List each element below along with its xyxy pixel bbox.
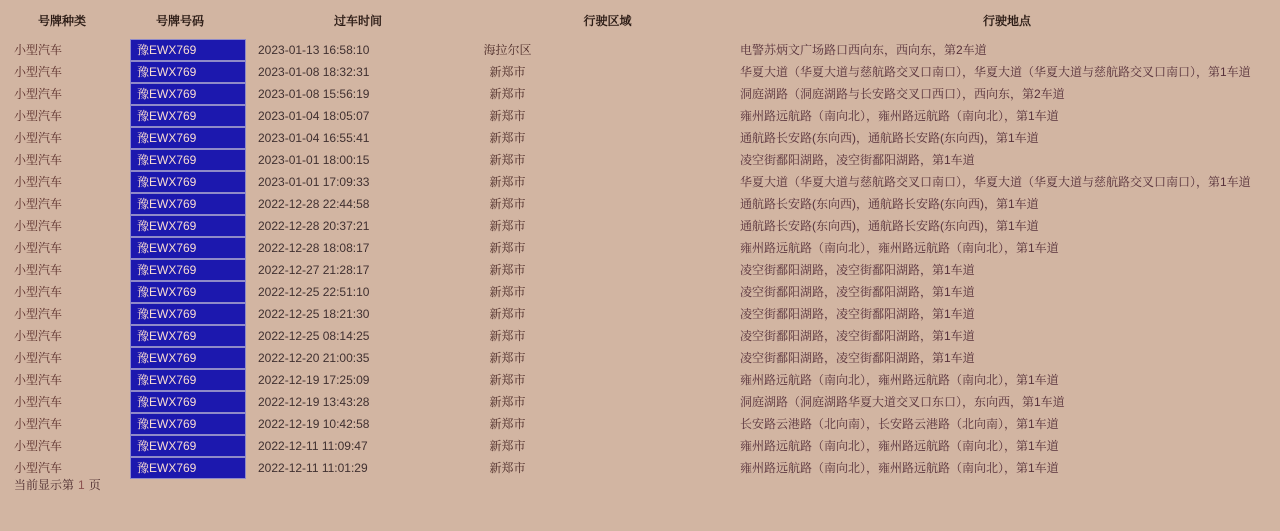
plate-number-cell: 豫EWX769: [130, 435, 246, 457]
table-row: [0, 39, 1280, 61]
pass-time-cell: 2022-12-28 20:37:21: [258, 219, 370, 233]
plate-type-cell: 小型汽车: [14, 285, 63, 299]
plate-number-cell: 豫EWX769: [130, 171, 246, 193]
table-row: [0, 413, 1280, 435]
driving-region-cell: 新郑市: [489, 153, 526, 167]
plate-number-cell: 豫EWX769: [130, 259, 246, 281]
table-body: [0, 39, 1280, 479]
plate-type-cell: 小型汽车: [14, 87, 63, 101]
pass-time-cell: 2022-12-28 22:44:58: [258, 197, 370, 211]
driving-region-cell: 新郑市: [489, 285, 526, 299]
plate-type-cell: 小型汽车: [14, 417, 63, 431]
table-row: [0, 325, 1280, 347]
plate-number-cell: 豫EWX769: [130, 215, 246, 237]
driving-location-cell: 凌空街鄱阳湖路，凌空街鄱阳湖路，第1车道: [740, 285, 975, 299]
pass-time-cell: 2023-01-04 16:55:41: [258, 131, 370, 145]
pass-time-cell: 2022-12-28 18:08:17: [258, 241, 370, 255]
driving-region-cell: 新郑市: [489, 219, 526, 233]
plate-type-cell: 小型汽车: [14, 219, 63, 233]
plate-type-cell: 小型汽车: [14, 439, 63, 453]
plate-type-cell: 小型汽车: [14, 197, 63, 211]
driving-location-cell: 通航路长安路(东向西)，通航路长安路(东向西)，第1车道: [740, 219, 1039, 233]
table-row: [0, 369, 1280, 391]
driving-region-cell: 新郑市: [489, 263, 526, 277]
plate-type-cell: 小型汽车: [14, 307, 63, 321]
pass-time-cell: 2022-12-19 10:42:58: [258, 417, 370, 431]
plate-type-cell: 小型汽车: [14, 65, 63, 79]
driving-region-cell: 新郑市: [489, 175, 526, 189]
table-row: [0, 171, 1280, 193]
plate-type-cell: 小型汽车: [14, 153, 63, 167]
pagination-suffix: 页: [88, 478, 101, 492]
driving-location-cell: 洞庭湖路（洞庭湖路与长安路交叉口西口），西向东，第2车道: [740, 87, 1065, 101]
driving-location-cell: 华夏大道（华夏大道与慈航路交叉口南口），华夏大道（华夏大道与慈航路交叉口南口），第1车道: [740, 175, 1251, 189]
plate-type-cell: 小型汽车: [14, 351, 63, 365]
driving-location-cell: 雍州路远航路（南向北），雍州路远航路（南向北），第1车道: [740, 461, 1059, 475]
table-row: [0, 303, 1280, 325]
table-row: [0, 391, 1280, 413]
plate-number-cell: 豫EWX769: [130, 127, 246, 149]
plate-type-cell: 小型汽车: [14, 241, 63, 255]
table-row: [0, 259, 1280, 281]
table-row: [0, 105, 1280, 127]
driving-region-cell: 新郑市: [489, 373, 526, 387]
plate-number-cell: 豫EWX769: [130, 193, 246, 215]
plate-number-cell: 豫EWX769: [130, 281, 246, 303]
plate-number-cell: 豫EWX769: [130, 39, 246, 61]
driving-region-cell: 新郑市: [489, 307, 526, 321]
driving-location-cell: 华夏大道（华夏大道与慈航路交叉口南口），华夏大道（华夏大道与慈航路交叉口南口），第1车道: [740, 65, 1251, 79]
pass-time-cell: 2022-12-19 13:43:28: [258, 395, 370, 409]
driving-location-cell: 凌空街鄱阳湖路，凌空街鄱阳湖路，第1车道: [740, 351, 975, 365]
plate-number-cell: 豫EWX769: [130, 369, 246, 391]
pagination-prefix: 当前显示第: [14, 478, 75, 492]
driving-location-cell: 雍州路远航路（南向北），雍州路远航路（南向北），第1车道: [740, 241, 1059, 255]
driving-region-cell: 新郑市: [489, 65, 526, 79]
page-number: 1: [78, 478, 85, 492]
driving-location-cell: 凌空街鄱阳湖路，凌空街鄱阳湖路，第1车道: [740, 263, 975, 277]
driving-location-cell: 雍州路远航路（南向北），雍州路远航路（南向北），第1车道: [740, 109, 1059, 123]
plate-type-cell: 小型汽车: [14, 109, 63, 123]
table-row: [0, 83, 1280, 105]
plate-number-cell: 豫EWX769: [130, 413, 246, 435]
driving-region-cell: 新郑市: [489, 131, 526, 145]
plate-number-cell: 豫EWX769: [130, 391, 246, 413]
plate-number-cell: 豫EWX769: [130, 347, 246, 369]
plate-type-cell: 小型汽车: [14, 461, 63, 475]
table-row: [0, 149, 1280, 171]
driving-region-cell: 新郑市: [489, 439, 526, 453]
pass-time-cell: 2023-01-13 16:58:10: [258, 43, 370, 57]
header-driving-region: 行驶区域: [583, 14, 632, 28]
header-pass-time: 过车时间: [333, 14, 382, 28]
plate-number-cell: 豫EWX769: [130, 149, 246, 171]
driving-region-cell: 新郑市: [489, 197, 526, 211]
pass-time-cell: 2022-12-11 11:01:29: [258, 461, 368, 475]
driving-region-cell: 海拉尔区: [483, 43, 532, 57]
pass-time-cell: 2022-12-20 21:00:35: [258, 351, 370, 365]
header-plate-number: 号牌号码: [155, 14, 204, 28]
pass-time-cell: 2022-12-25 22:51:10: [258, 285, 370, 299]
driving-location-cell: 洞庭湖路（洞庭湖路华夏大道交叉口东口），东向西，第1车道: [740, 395, 1065, 409]
table-row: [0, 435, 1280, 457]
pass-time-cell: 2023-01-01 17:09:33: [258, 175, 370, 189]
plate-type-cell: 小型汽车: [14, 263, 63, 277]
table-row: [0, 347, 1280, 369]
driving-region-cell: 新郑市: [489, 351, 526, 365]
table-row: [0, 61, 1280, 83]
pass-time-cell: 2022-12-25 18:21:30: [258, 307, 370, 321]
driving-location-cell: 雍州路远航路（南向北），雍州路远航路（南向北），第1车道: [740, 373, 1059, 387]
plate-number-cell: 豫EWX769: [130, 83, 246, 105]
pass-time-cell: 2023-01-08 18:32:31: [258, 65, 370, 79]
driving-location-cell: 电警苏炳文广场路口西向东，西向东，第2车道: [740, 43, 987, 57]
pass-time-cell: 2022-12-27 21:28:17: [258, 263, 370, 277]
plate-number-cell: 豫EWX769: [130, 457, 246, 479]
driving-region-cell: 新郑市: [489, 417, 526, 431]
driving-region-cell: 新郑市: [489, 461, 526, 475]
plate-type-cell: 小型汽车: [14, 395, 63, 409]
plate-type-cell: 小型汽车: [14, 43, 63, 57]
pass-time-cell: 2022-12-19 17:25:09: [258, 373, 370, 387]
table-row: [0, 457, 1280, 479]
driving-location-cell: 雍州路远航路（南向北），雍州路远航路（南向北），第1车道: [740, 439, 1059, 453]
table-row: [0, 127, 1280, 149]
header-plate-type: 号牌种类: [37, 14, 86, 28]
driving-region-cell: 新郑市: [489, 87, 526, 101]
driving-region-cell: 新郑市: [489, 241, 526, 255]
driving-region-cell: 新郑市: [489, 329, 526, 343]
plate-type-cell: 小型汽车: [14, 175, 63, 189]
plate-number-cell: 豫EWX769: [130, 303, 246, 325]
table-row: [0, 237, 1280, 259]
driving-region-cell: 新郑市: [489, 395, 526, 409]
pass-time-cell: 2022-12-25 08:14:25: [258, 329, 370, 343]
table-row: [0, 281, 1280, 303]
plate-type-cell: 小型汽车: [14, 329, 63, 343]
driving-location-cell: 通航路长安路(东向西)，通航路长安路(东向西)，第1车道: [740, 131, 1039, 145]
plate-number-cell: 豫EWX769: [130, 61, 246, 83]
driving-location-cell: 凌空街鄱阳湖路，凌空街鄱阳湖路，第1车道: [740, 153, 975, 167]
plate-number-cell: 豫EWX769: [130, 237, 246, 259]
driving-location-cell: 长安路云港路（北向南），长安路云港路（北向南），第1车道: [740, 417, 1059, 431]
plate-number-cell: 豫EWX769: [130, 105, 246, 127]
pass-time-cell: 2023-01-04 18:05:07: [258, 109, 370, 123]
plate-number-cell: 豫EWX769: [130, 325, 246, 347]
pass-time-cell: 2023-01-01 18:00:15: [258, 153, 370, 167]
pass-time-cell: 2023-01-08 15:56:19: [258, 87, 370, 101]
table-row: [0, 193, 1280, 215]
driving-region-cell: 新郑市: [489, 109, 526, 123]
driving-location-cell: 凌空街鄱阳湖路，凌空街鄱阳湖路，第1车道: [740, 329, 975, 343]
plate-type-cell: 小型汽车: [14, 131, 63, 145]
header-driving-location: 行驶地点: [982, 14, 1031, 28]
table-row: [0, 215, 1280, 237]
pagination-status: [14, 474, 101, 496]
plate-type-cell: 小型汽车: [14, 373, 63, 387]
pass-time-cell: 2022-12-11 11:09:47: [258, 439, 368, 453]
driving-location-cell: 凌空街鄱阳湖路，凌空街鄱阳湖路，第1车道: [740, 307, 975, 321]
driving-location-cell: 通航路长安路(东向西)，通航路长安路(东向西)，第1车道: [740, 197, 1039, 211]
